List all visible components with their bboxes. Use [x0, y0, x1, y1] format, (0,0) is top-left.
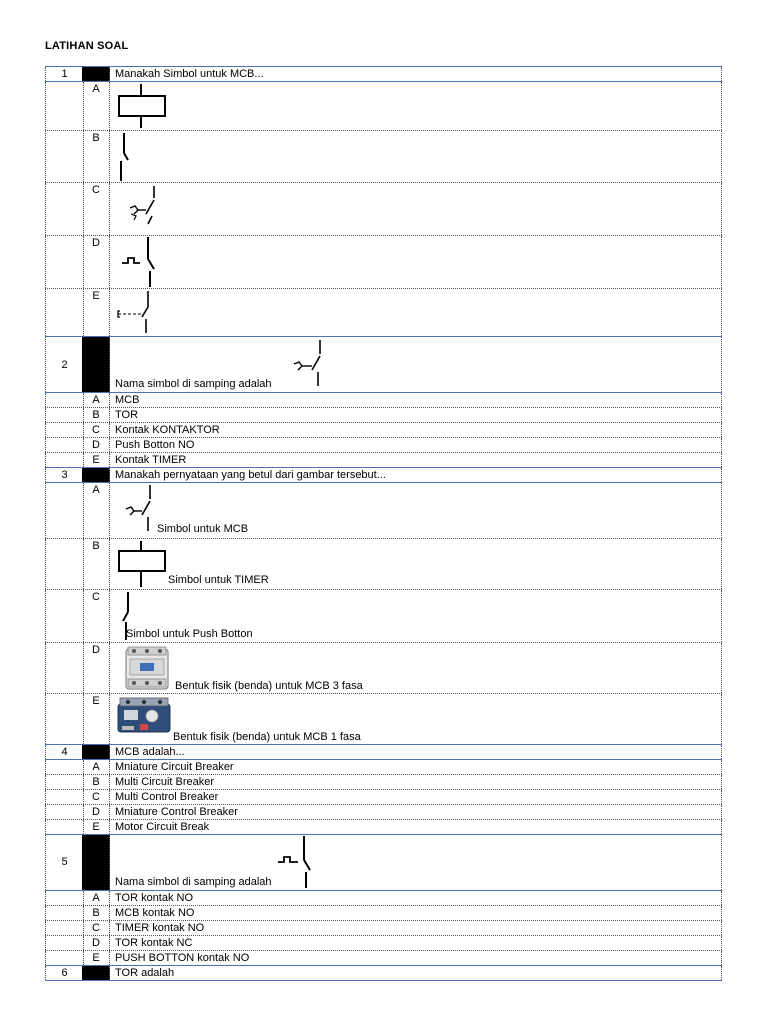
thermal-overload-contact-icon	[276, 836, 316, 888]
question-text: Nama simbol di samping adalah	[115, 876, 272, 888]
question-row	[45, 966, 722, 981]
option-row: D Bentuk fisik (benda) untuk MCB 3 fasa	[45, 643, 722, 694]
question-text: MCB adalah...	[115, 746, 185, 758]
option-text: Kontak TIMER	[115, 454, 187, 466]
option-row	[45, 289, 722, 337]
option-text: TOR kontak NC	[115, 937, 193, 949]
black-cell	[82, 966, 110, 980]
option-letter: D	[92, 237, 100, 249]
coil-symbol-icon	[116, 84, 176, 128]
option-row	[45, 82, 722, 131]
question-row	[45, 468, 722, 483]
option-row: B TOR	[45, 408, 722, 423]
option-text: Motor Circuit Break	[115, 821, 210, 833]
option-text: Simbol untuk TIMER	[168, 574, 269, 586]
option-text: Mniature Control Breaker	[115, 806, 238, 818]
option-text: TIMER kontak NO	[115, 922, 205, 934]
option-row	[45, 131, 722, 183]
page-title: LATIHAN SOAL	[45, 40, 129, 52]
option-row: E Kontak TIMER	[45, 453, 722, 468]
option-row: A TOR kontak NO	[45, 891, 722, 906]
push-button-symbol-icon	[290, 340, 330, 388]
option-row: A Simbol untuk MCB	[45, 483, 722, 539]
question-row	[45, 745, 722, 760]
black-cell	[82, 337, 110, 392]
option-row: B MCB kontak NO	[45, 906, 722, 921]
option-text: Multi Circuit Breaker	[115, 776, 215, 788]
option-row	[45, 183, 722, 236]
option-text: Kontak KONTAKTOR	[115, 424, 220, 436]
option-letter: A	[92, 83, 100, 95]
option-text: PUSH BOTTON kontak NO	[115, 952, 250, 964]
thermal-overload-contact-icon	[120, 237, 160, 287]
question-number-cell: 1	[45, 67, 84, 81]
question-text: Manakah Simbol untuk MCB...	[115, 68, 264, 80]
contactor-device-image	[124, 645, 170, 691]
option-row: D Push Botton NO	[45, 438, 722, 453]
black-cell	[82, 468, 110, 482]
question-number: 3	[61, 469, 68, 481]
coil-symbol-icon	[116, 541, 176, 587]
black-cell	[82, 67, 110, 81]
question-text: TOR adalah	[115, 967, 175, 979]
option-row: C Simbol untuk Push Botton	[45, 590, 722, 643]
option-row: B Simbol untuk TIMER	[45, 539, 722, 590]
question-number: 5	[61, 856, 68, 868]
option-text: TOR	[115, 409, 139, 421]
question-row	[45, 337, 722, 393]
option-row: B Multi Circuit Breaker	[45, 775, 722, 790]
option-text: Simbol untuk MCB	[157, 523, 249, 535]
option-row: E Motor Circuit Break	[45, 820, 722, 835]
question-row	[45, 66, 722, 82]
option-row: A Mniature Circuit Breaker	[45, 760, 722, 775]
black-cell	[82, 745, 110, 759]
option-row: E Bentuk fisik (benda) untuk MCB 1 fasa	[45, 694, 722, 745]
normally-open-contact-icon	[118, 133, 138, 181]
option-letter: C	[92, 184, 100, 196]
black-cell	[82, 835, 110, 890]
option-text: Bentuk fisik (benda) untuk MCB 3 fasa	[175, 680, 363, 692]
option-row: C Multi Control Breaker	[45, 790, 722, 805]
option-letter: E	[92, 290, 100, 302]
question-text: Manakah pernyataan yang betul dari gambar tersebut...	[115, 469, 386, 481]
option-row	[45, 236, 722, 289]
option-text: TOR kontak NO	[115, 892, 194, 904]
option-text: MCB kontak NO	[115, 907, 195, 919]
question-text: Nama simbol di samping adalah	[115, 378, 272, 390]
mechanical-contact-icon	[116, 291, 160, 333]
option-row: E PUSH BOTTON kontak NO	[45, 951, 722, 966]
option-row: A MCB	[45, 393, 722, 408]
worksheet-table	[45, 66, 722, 981]
option-text: Multi Control Breaker	[115, 791, 219, 803]
option-letter: B	[92, 132, 100, 144]
option-text: Simbol untuk Push Botton	[126, 628, 253, 640]
question-row	[45, 835, 722, 891]
option-row: C TIMER kontak NO	[45, 921, 722, 936]
push-button-symbol-icon	[126, 186, 166, 230]
option-row: D Mniature Control Breaker	[45, 805, 722, 820]
option-row: C Kontak KONTAKTOR	[45, 423, 722, 438]
option-text: Push Botton NO	[115, 439, 195, 451]
question-number: 4	[61, 746, 68, 758]
option-text: Bentuk fisik (benda) untuk MCB 1 fasa	[173, 731, 361, 743]
option-text: Mniature Circuit Breaker	[115, 761, 234, 773]
option-row: D TOR kontak NC	[45, 936, 722, 951]
question-number: 2	[61, 359, 68, 371]
question-number: 6	[61, 967, 68, 979]
push-button-symbol-icon	[122, 485, 162, 531]
option-text: MCB	[115, 394, 140, 406]
thermal-overload-relay-image	[116, 696, 172, 736]
